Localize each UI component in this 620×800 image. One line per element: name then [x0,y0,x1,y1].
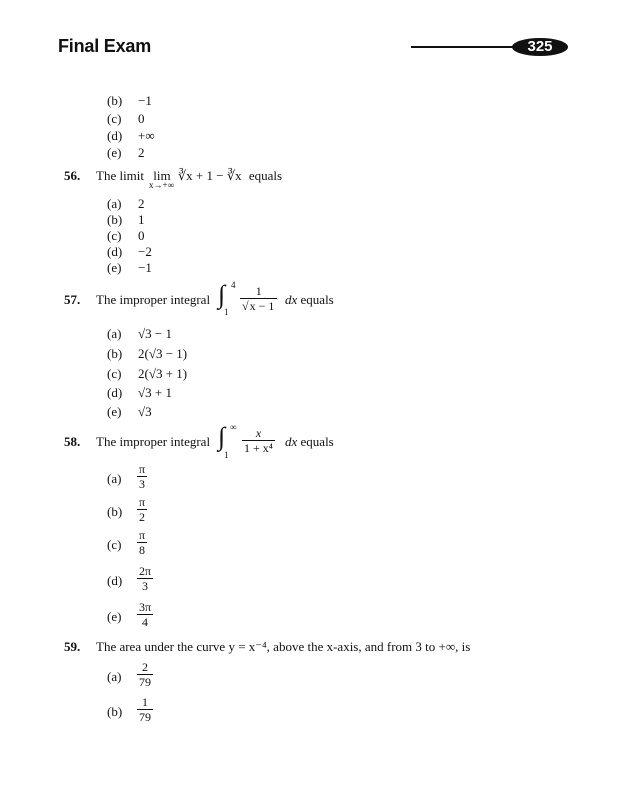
option-label: (d) [107,244,123,259]
limit-expression: ∛x + 1 − ∛x [177,168,242,183]
question-text: The area under the curve y = x⁻⁴, above the x-axis, and from 3 to +∞, is [96,639,471,654]
option-label: (b) [107,346,123,361]
sqrt-radicand: x − 1 [249,299,275,313]
integrand-fraction [240,284,277,313]
option-value: 2 [138,145,145,160]
option-value: √3 + 1 [138,385,172,400]
option-label: (b) [107,93,123,108]
option-label: (b) [107,504,123,519]
option-label: (b) [107,704,123,719]
question-prefix: The improper integral [96,434,211,449]
option-fraction [137,564,153,593]
fraction-denominator: 8 [139,543,146,557]
integral-lower: 1 [224,307,229,317]
option-label: (c) [107,537,122,552]
option-fraction [137,695,153,724]
header-rule [411,46,521,48]
option-label: (e) [107,609,122,624]
option-label: (d) [107,573,123,588]
question-suffix [285,434,334,450]
option-fraction [137,495,147,524]
question-number: 59. [64,639,81,654]
fraction-numerator: 1 [137,695,153,710]
fraction-denominator: 79 [139,675,151,689]
fraction-denominator: 3 [142,579,149,593]
fraction-denominator: 2 [139,510,146,524]
option-value: 0 [138,228,145,243]
integral-sign: ∫ [218,422,226,451]
option-value: −2 [138,244,152,259]
differential: dx [285,434,298,449]
option-value: +∞ [138,128,155,143]
integrand-numerator: 1 [240,284,277,299]
fraction-denominator: 4 [142,615,149,629]
integrand-denominator: √x − 1 [242,299,275,313]
option-fraction [137,528,147,557]
limit-subscript: x→+∞ [149,180,174,190]
option-label: (b) [107,212,123,227]
option-value: 0 [138,111,145,126]
option-label: (e) [107,260,122,275]
option-fraction [137,600,153,629]
integrand-fraction [242,426,275,455]
integral-upper: 4 [231,280,236,290]
option-label: (c) [107,228,122,243]
fraction-numerator: π [139,462,146,476]
option-label: (c) [107,111,122,126]
option-value: 1 [138,212,145,227]
option-label: (e) [107,404,122,419]
fraction-numerator: 2 [137,660,153,675]
question-number: 57. [64,292,81,307]
fraction-numerator: 3π [139,600,152,614]
question-suffix [285,292,334,308]
option-label: (c) [107,366,122,381]
option-value: 2(√3 − 1) [138,346,188,361]
option-value: 2(√3 + 1) [138,366,188,381]
fraction-denominator: 79 [139,710,151,724]
option-label: (e) [107,145,122,160]
option-value: √3 − 1 [138,326,172,341]
option-value: −1 [138,93,152,108]
question-prefix: The limit [96,168,145,183]
equals-text: equals [300,292,334,307]
integral-upper: ∞ [230,422,237,432]
fraction-numerator: 2π [139,564,152,578]
integral-lower: 1 [224,450,229,460]
option-label: (a) [107,326,122,341]
option-value: −1 [138,260,152,275]
integrand-denominator: 1 + x⁴ [244,441,273,455]
integrand-numerator: x [242,426,275,441]
question-text [96,168,282,184]
option-fraction [137,660,153,689]
fraction-numerator: π [139,528,146,542]
option-value: √3 [138,404,152,419]
differential: dx [285,292,298,307]
option-label: (a) [107,196,122,211]
chapter-title: Final Exam [58,36,152,56]
fraction-denominator: 3 [139,477,146,491]
equals-text: equals [300,434,334,449]
question-number: 56. [64,168,81,183]
fraction-numerator: π [139,495,146,509]
limit-operator: lim [153,168,171,183]
question-prefix: The improper integral [96,292,211,307]
option-label: (a) [107,669,122,684]
page-number-badge: 325 [512,38,568,56]
option-value: 2 [138,196,145,211]
option-label: (d) [107,128,123,143]
option-label: (a) [107,471,122,486]
option-label: (d) [107,385,123,400]
question-number: 58. [64,434,81,449]
integral-sign: ∫ [218,280,226,309]
question-suffix: equals [248,168,283,183]
option-fraction [137,462,147,491]
